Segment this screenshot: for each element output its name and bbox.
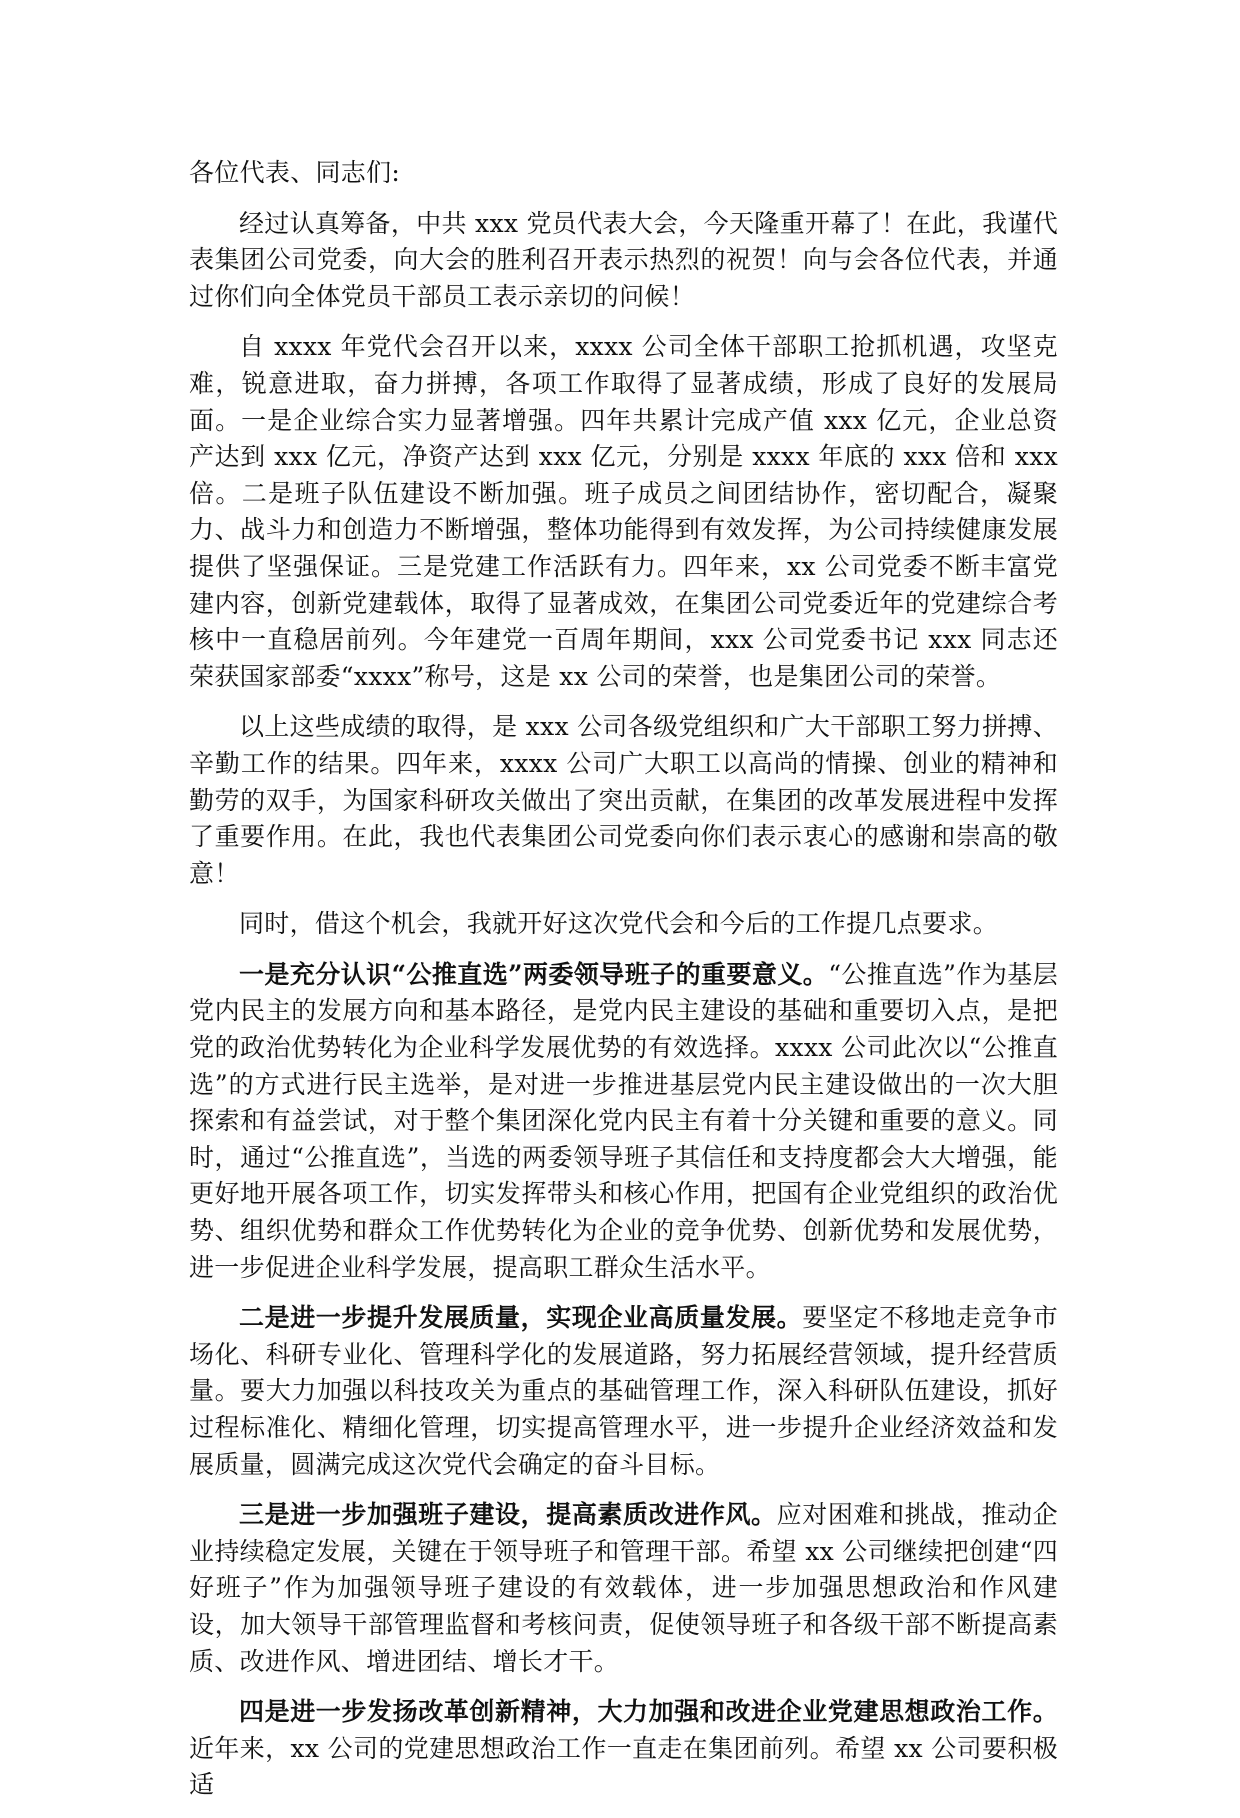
paragraph-text: 自 xxxx 年党代会召开以来，xxxx 公司全体干部职工抢抓机遇，攻坚克难，锐意进取，奋力拼搏，各项工作取得了显著成绩，形成了良好的发展局面。一是企业综合实力显著增强。四年共累计完成产值 xxx 亿元，企业总资产达到 xxx 亿元，净资产达到 xxx 亿元，分别是 xxxx 年底的 xxx 倍和 xxx 倍。二是班子队伍建设不断加强。班子成员之间团结协作，密切配合，凝聚力、战斗力和创造力不断增强，整体功能得到有效发挥，为公司持续健康发展提供了坚强保证。三是党建工作活跃有力。四年来，xx 公司党委不断丰富党建内容，创新党建载体，取得了显著成效，在集团公司党委近年的党建综合考核中一直稳居前列。今年建党一百周年期间，xxx 公司党委书记 xxx 同志还荣获国家部委“xxxx”称号，这是 xx 公司的荣誉，也是集团公司的荣誉。	[189, 332, 1058, 691]
paragraph-achievements	[189, 329, 1058, 695]
paragraph-text: 同时，借这个机会，我就开好这次党代会和今后的工作提几点要求。	[239, 909, 999, 939]
paragraph-opening	[189, 206, 1058, 316]
paragraph-text: 以上这些成绩的取得，是 xxx 公司各级党组织和广大干部职工努力拼搏、辛勤工作的结果。四年来，xxxx 公司广大职工以高尚的情操、创业的精神和勤劳的双手，为国家科研攻关做出了突出贡献，在集团的改革发展进程中发挥了重要作用。在此，我也代表集团公司党委向你们表示衷心的感谢和崇高的敬意！	[189, 712, 1058, 888]
paragraph-text: “公推直选”作为基层党内民主的发展方向和基本路径，是党内民主建设的基础和重要切入点，是把党的政治优势转化为企业科学发展优势的有效选择。xxxx 公司此次以“公推直选”的方式进行民主选举，是对进一步推进基层党内民主建设做出的一次大胆探索和有益尝试，对于整个集团深化党内民主有着十分关键和重要的意义。同时，通过“公推直选”，当选的两委领导班子其信任和支持度都会大大增强，能更好地开展各项工作，切实发挥带头和核心作用，把国有企业党组织的政治优势、组织优势和群众工作优势转化为企业的竞争优势、创新优势和发展优势，进一步促进企业科学发展，提高职工群众生活水平。	[189, 959, 1058, 1282]
document-page	[189, 155, 1058, 1818]
paragraph-lead: 一是充分认识“公推直选”两委领导班子的重要意义。	[239, 959, 829, 989]
paragraph-requirement-1	[189, 957, 1058, 1286]
paragraph-lead: 二是进一步提升发展质量，实现企业高质量发展。	[239, 1303, 803, 1333]
paragraph-lead: 四是进一步发扬改革创新精神，大力加强和改进企业党建思想政治工作。	[239, 1697, 1058, 1727]
paragraph-text: 要坚定不移地走竞争市场化、科研专业化、管理科学化的发展道路，努力拓展经营领域，提升经营质量。要大力加强以科技攻关为重点的基础管理工作，深入科研队伍建设，抓好过程标准化、精细化管理，切实提高管理水平，进一步提升企业经济效益和发展质量，圆满完成这次党代会确定的奋斗目标。	[189, 1303, 1058, 1479]
paragraph-requirement-3	[189, 1497, 1058, 1680]
paragraph-text: 经过认真筹备，中共 xxx 党员代表大会，今天隆重开幕了！在此，我谨代表集团公司党委，向大会的胜利召开表示热烈的祝贺！向与会各位代表，并通过你们向全体党员干部员工表示亲切的问候！	[189, 208, 1058, 311]
paragraph-requirement-4	[189, 1694, 1058, 1804]
paragraph-text: 近年来，xx 公司的党建思想政治工作一直走在集团前列。希望 xx 公司要积极适	[189, 1733, 1058, 1800]
paragraph-text: 应对困难和挑战，推动企业持续稳定发展，关键在于领导班子和管理干部。希望 xx 公司继续把创建“四好班子”作为加强领导班子建设的有效载体，进一步加强思想政治和作风建设，加大领导干部管理监督和考核问责，促使领导班子和各级干部不断提高素质、改进作风、增进团结、增长才干。	[189, 1500, 1058, 1676]
paragraph-lead: 三是进一步加强班子建设，提高素质改进作风。	[239, 1500, 777, 1530]
salutation: 各位代表、同志们:	[189, 158, 401, 187]
paragraph-requirement-2	[189, 1300, 1058, 1483]
paragraph-thanks	[189, 709, 1058, 892]
paragraph-requirements-intro	[189, 906, 1058, 943]
